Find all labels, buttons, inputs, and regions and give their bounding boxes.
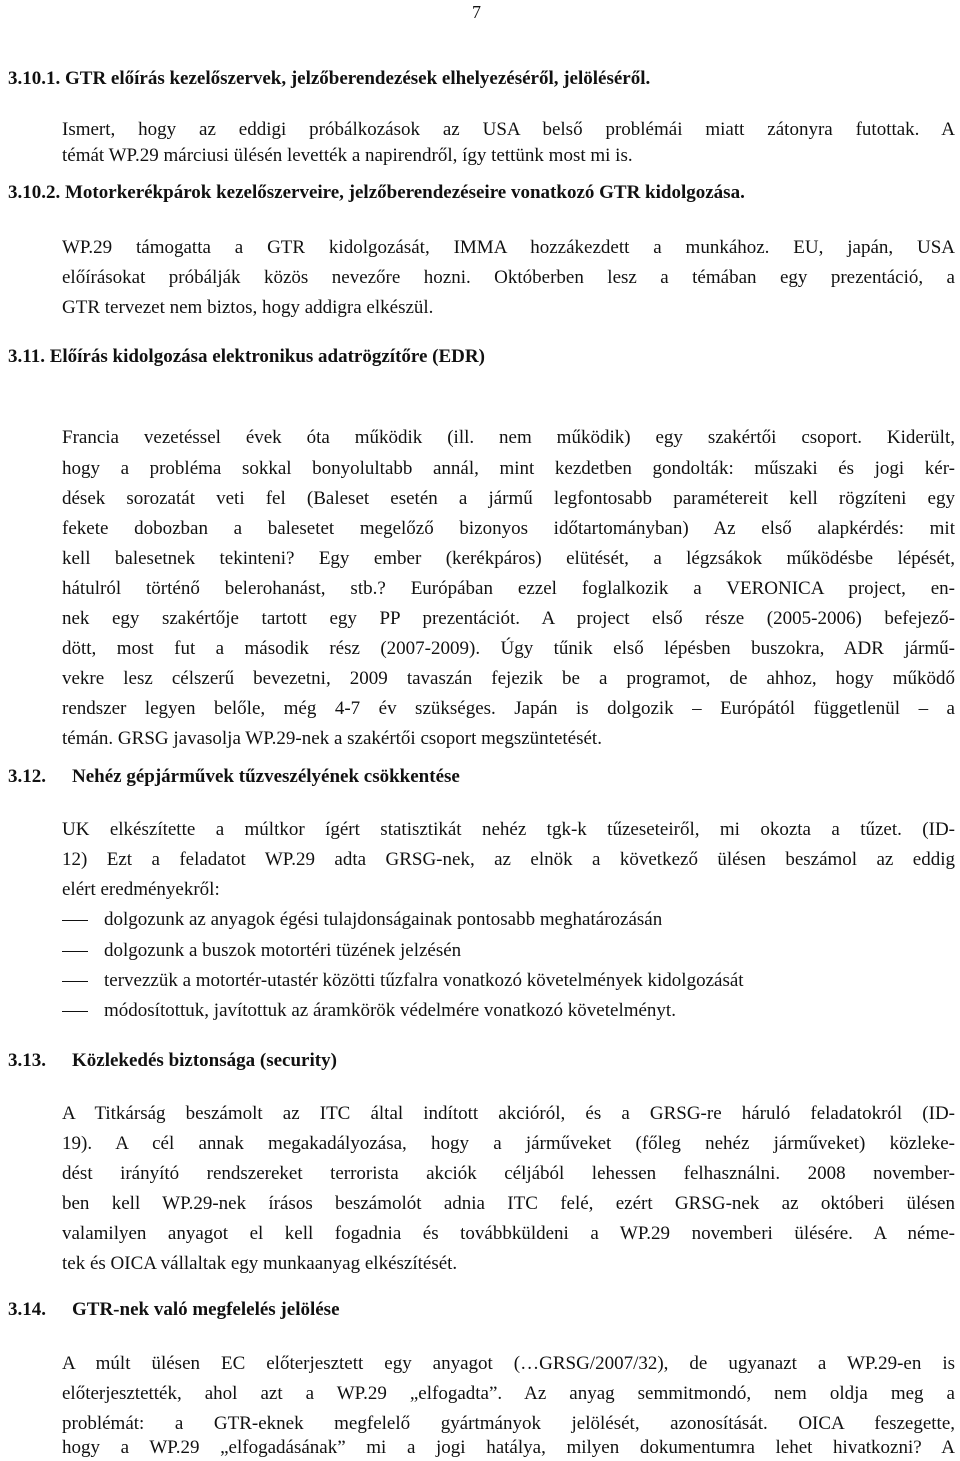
bullet-item: dolgozunk az anyagok égési tulajdonságainak pontosabb meghatározásán <box>104 909 663 930</box>
paragraph-line: vekre lesz célszerű bevezetni, 2009 tavaszán fejezik be a programot, de ahhoz, hogy működő <box>62 668 955 689</box>
paragraph-line: Ismert, hogy az eddigi próbálkozások az USA belső problémái miatt zátonyra futottak. A <box>62 119 955 140</box>
bullet-item: módosítottuk, javítottuk az áramkörök védelmére vonatkozó követelményt. <box>104 1000 676 1021</box>
section-3-12-title: Nehéz gépjárművek tűzveszélyének csökkentése <box>72 766 460 787</box>
section-3-14-title: GTR-nek való megfelelés jelölése <box>72 1299 340 1320</box>
paragraph-line: rendszer legyen belőle, még 4-7 év szükséges. Japán is dolgozik – Európától függetlenül – a <box>62 698 955 719</box>
paragraph-line: UK elkészítette a múltkor ígért statisztikát nehéz tgk-k tűzeseteiről, mi okozta a tűzet. (ID- <box>62 819 955 840</box>
paragraph-line: WP.29 támogatta a GTR kidolgozását, IMMA hozzákezdett a munkához. EU, japán, USA <box>62 237 955 258</box>
bullet-item: dolgozunk a buszok motortéri tüzének jelzésén <box>104 940 462 961</box>
bullet-item: tervezzük a motortér-utastér közötti tűzfalra vonatkozó követelmények kidolgozását <box>104 970 744 991</box>
page-number: 7 <box>472 2 481 22</box>
bullet-dash <box>62 981 88 982</box>
section-3-11-heading: 3.11. Előírás kidolgozása elektronikus adatrögzítőre (EDR) <box>8 346 485 367</box>
paragraph-line: témát WP.29 márciusi ülésén levették a napirendről, így tettünk most mi is. <box>62 145 633 166</box>
paragraph-line: kell balesetnek tekinteni? Egy ember (kerékpáros) elütését, a légzsákok működésbe lépését, <box>62 548 955 569</box>
section-3-13-title: Közlekedés biztonsága (security) <box>72 1050 337 1071</box>
section-3-12-number: 3.12. <box>8 766 46 787</box>
paragraph-line: hogy a WP.29 „elfogadásának” mi a jogi hatálya, milyen dokumentumra lehet hivatkozni? A <box>62 1437 955 1458</box>
paragraph-line: A Titkárság beszámolt az ITC által indított akcióról, és a GRSG-re háruló feladatokról (ID- <box>62 1103 955 1124</box>
paragraph-line: dések sorozatát veti fel (Baleset esetén a jármű legfontosabb paramétereit kell rögzíteni egy <box>62 488 955 509</box>
paragraph-line: 12) Ezt a feladatot WP.29 adta GRSG-nek, az elnök a következő ülésen beszámol az eddig <box>62 849 955 870</box>
paragraph-line: GTR tervezet nem biztos, hogy addigra elkészül. <box>62 297 434 318</box>
paragraph-line: valamilyen anyagot el kell fogadnia és továbbküldeni a WP.29 novemberi ülésére. A néme- <box>62 1223 955 1244</box>
paragraph-line: elért eredményekről: <box>62 879 220 900</box>
paragraph-line: előírásokat próbálják közös nevezőre hozni. Októberben lesz a témában egy prezentáció, a <box>62 267 955 288</box>
paragraph-line: dést irányító rendszereket terrorista akciók céljából lehessen felhasználni. 2008 november- <box>62 1163 955 1184</box>
paragraph-line: dött, most fut a második rész (2007-2009). Úgy tűnik első lépésben buszokra, ADR jármű- <box>62 638 955 659</box>
section-3-14-number: 3.14. <box>8 1299 46 1320</box>
bullet-dash <box>62 1011 88 1012</box>
paragraph-line: fekete dobozban a balesetet megelőző bizonyos időtartományban) Az első alapkérdés: mit <box>62 518 955 539</box>
paragraph-line: hogy a probléma sokkal bonyolultabb annál, mint kezdetben gondolták: műszaki és jogi kér- <box>62 458 955 479</box>
paragraph-line: nek egy szakértője tartott egy PP prezentációt. A project első része (2005-2006) befejező- <box>62 608 955 629</box>
bullet-dash <box>62 951 88 952</box>
section-3-13-number: 3.13. <box>8 1050 46 1071</box>
paragraph-line: előterjesztették, ahol azt a WP.29 „elfogadta”. Az anyag semmitmondó, nem oldja meg a <box>62 1383 955 1404</box>
paragraph-line: 19). A cél annak megakadályozása, hogy a járműveket (főleg nehéz járműveket) közleke- <box>62 1133 955 1154</box>
section-3-10-2-heading: 3.10.2. Motorkerékpárok kezelőszerveire, jelzőberendezéseire vonatkozó GTR kidolgozása. <box>8 182 745 203</box>
paragraph-line: ben kell WP.29-nek írásos beszámolót adnia ITC felé, ezért GRSG-nek az októberi ülésen <box>62 1193 955 1214</box>
paragraph-line: Francia vezetéssel évek óta működik (ill. nem működik) egy szakértői csoport. Kiderült, <box>62 427 955 448</box>
paragraph-line: A múlt ülésen EC előterjesztett egy anyagot (…GRSG/2007/32), de ugyanazt a WP.29-en is <box>62 1353 955 1374</box>
paragraph-line: problémát: a GTR-eknek megfelelő gyártmányok jelölését, azonosítását. OICA feszegette, <box>62 1413 955 1434</box>
paragraph-line: tek és OICA vállaltak egy munkaanyag elkészítését. <box>62 1253 458 1274</box>
paragraph-line: témán. GRSG javasolja WP.29-nek a szakértői csoport megszüntetését. <box>62 728 602 749</box>
paragraph-line: hátulról történő belerohanást, stb.? Európában ezzel foglalkozik a VERONICA project, en- <box>62 578 955 599</box>
section-3-10-1-heading: 3.10.1. GTR előírás kezelőszervek, jelzőberendezések elhelyezéséről, jelöléséről. <box>8 68 651 89</box>
bullet-dash <box>62 920 88 921</box>
